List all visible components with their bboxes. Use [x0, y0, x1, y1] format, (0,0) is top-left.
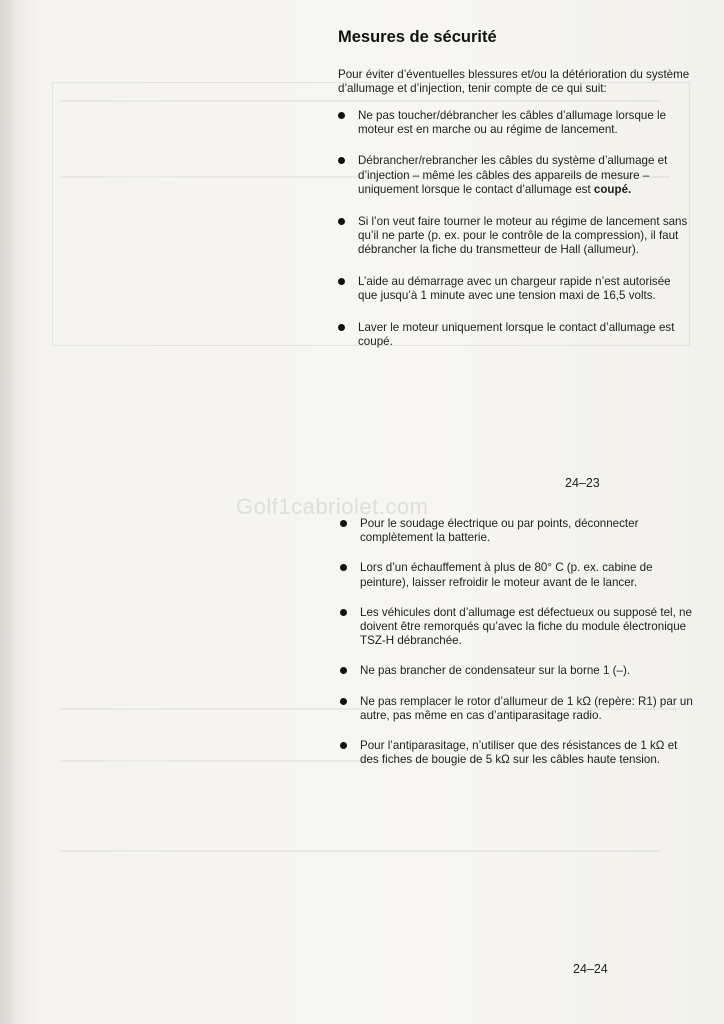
- list-item: [360, 664, 694, 678]
- bleed-through-line: [60, 100, 660, 102]
- safety-list-1: [358, 109, 690, 365]
- section-title: Mesures de sécurité: [338, 28, 497, 46]
- list-item: [358, 109, 690, 137]
- bullet-dot: [338, 324, 345, 331]
- bullet-dot: [338, 278, 345, 285]
- page-number: 24–24: [573, 962, 608, 976]
- list-item: [360, 561, 694, 589]
- list-item: [358, 321, 690, 349]
- list-item-text: Ne pas remplacer le rotor d’allumeur de 1 kΩ (repère: R1) par un autre, pas même en cas d’antiparasitage radio.: [360, 694, 693, 722]
- bullet-dot: [340, 564, 347, 571]
- list-item: [358, 275, 690, 303]
- list-item: [360, 517, 694, 545]
- list-item: [360, 606, 694, 649]
- list-item-text: Lors d’un échauffement à plus de 80° C (p. ex. cabine de peinture), laisser refroidir le moteur avant de le lancer.: [360, 561, 653, 589]
- bleed-through-line: [60, 850, 660, 852]
- bullet-dot: [340, 698, 347, 705]
- page-number: 24–23: [565, 476, 600, 490]
- bullet-dot: [340, 609, 347, 616]
- safety-list-2: [360, 517, 694, 783]
- list-item-text: Si l’on veut faire tourner le moteur au régime de lancement sans qu’il ne parte (p. ex. pour le contrôle de la compression), il faut débrancher la fiche du transmetteur de Hall (allumeur).: [358, 215, 688, 257]
- list-item: [358, 154, 690, 197]
- list-item-emphasis: coupé.: [593, 182, 632, 196]
- intro-paragraph: Pour éviter d’éventuelles blessures et/ou la détérioration du système d’allumage et d’injection, tenir compte de ce qui suit:: [338, 68, 690, 96]
- bullet-dot: [340, 520, 347, 527]
- list-item-text: Débrancher/rebrancher les câbles du système d’allumage et d’injection – même les câbles des appareils de mesure – uniquement lorsque le contact d’allumage est: [358, 154, 668, 196]
- list-item: [360, 739, 694, 767]
- bullet-dot: [340, 667, 347, 674]
- list-item-text: Ne pas brancher de condensateur sur la borne 1 (–).: [360, 664, 631, 678]
- bullet-dot: [340, 742, 347, 749]
- bullet-dot: [338, 112, 345, 119]
- list-item-text: Pour le soudage électrique ou par points, déconnecter complètement la batterie.: [360, 517, 639, 545]
- list-item: [360, 695, 694, 723]
- watermark: Golf1cabriolet.com: [236, 494, 429, 519]
- list-item-text: Ne pas toucher/débrancher les câbles d’allumage lorsque le moteur est en marche ou au régime de lancement.: [358, 109, 667, 137]
- list-item-text: Laver le moteur uniquement lorsque le contact d’allumage est coupé.: [358, 321, 675, 349]
- list-item-text: L’aide au démarrage avec un chargeur rapide n’est autorisée que jusqu’à 1 minute avec une tension maxi de 16,5 volts.: [358, 274, 671, 302]
- bullet-dot: [338, 218, 345, 225]
- list-item: [358, 215, 690, 258]
- list-item-text: Pour l’antiparasitage, n’utiliser que des résistances de 1 kΩ et des fiches de bougie de 5 kΩ sur les câbles haute tension.: [360, 739, 678, 767]
- list-item-text: Les véhicules dont d’allumage est défectueux ou supposé tel, ne doivent être remorqués qu’avec la fiche du module électronique TSZ-H débranchée.: [360, 605, 692, 648]
- binding-shadow: [0, 0, 18, 1024]
